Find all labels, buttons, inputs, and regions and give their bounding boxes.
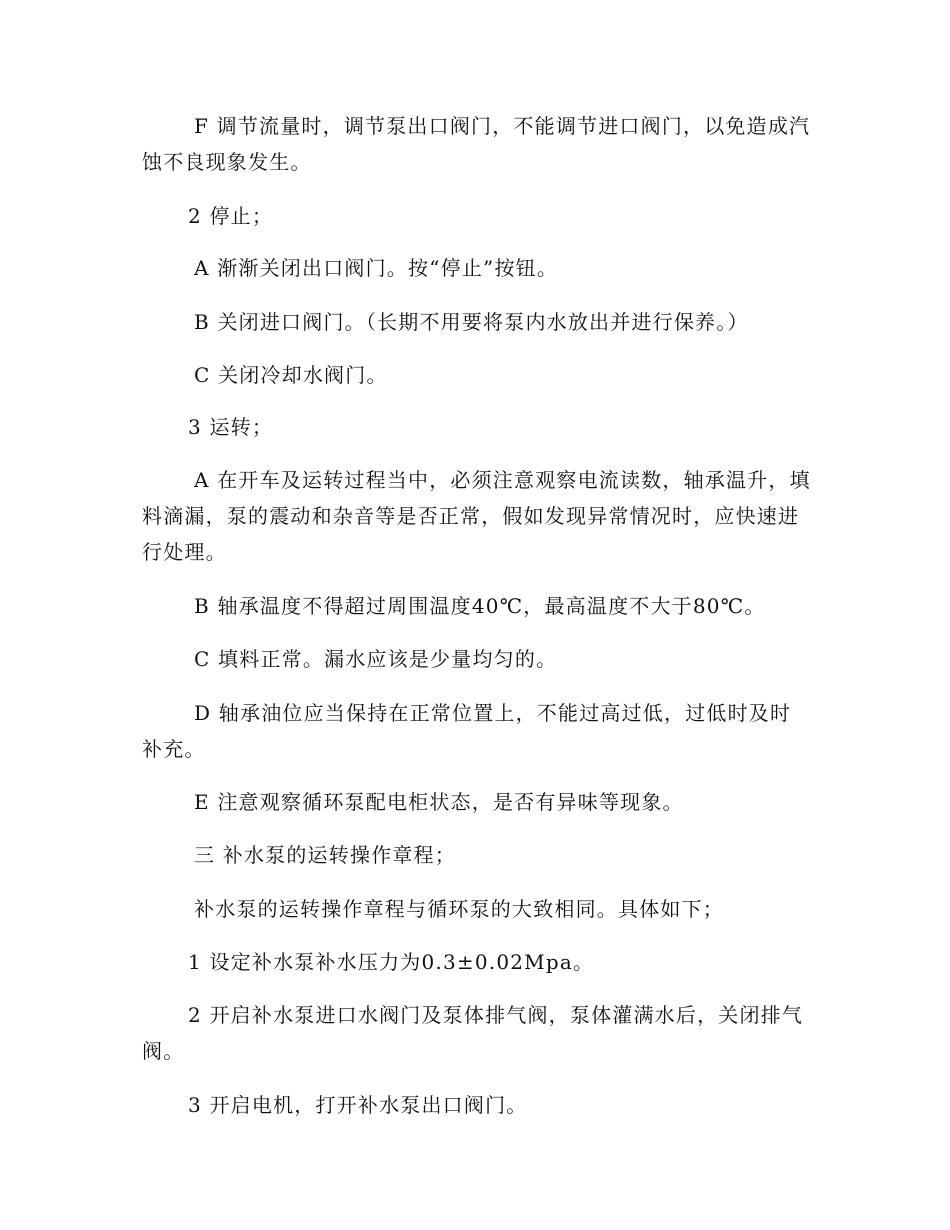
paragraph-stop-b: B 关闭进口阀门。（长期不用要将泵内水放出并进行保养。） [194,310,749,334]
paragraph-run-heading: 3 运转； [188,415,274,439]
paragraph-run-e: E 注意观察循环泵配电柜状态，是否有异味等现象。 [194,790,684,814]
paragraph-stop-a: A 渐渐关闭出口阀门。按“停止”按钮。 [194,256,559,280]
paragraph-stop-heading: 2 停止； [188,204,274,228]
paragraph-flow-adjust: F 调节流量时，调节泵出口阀门，不能调节进口阀门，以免造成汽蚀不良现象发生。 [142,114,811,174]
paragraph-run-c: C 填料正常。漏水应该是少量均匀的。 [194,647,558,671]
paragraph-run-b: B 轴承温度不得超过周围温度40℃，最高温度不大于80℃。 [194,594,766,618]
paragraph-makeup-step-3: 3 开启电机，打开补水泵出口阀门。 [188,1093,528,1117]
paragraph-makeup-intro: 补水泵的运转操作章程与循环泵的大致相同。具体如下； [194,897,724,921]
paragraph-run-d: D 轴承油位应当保持在正常位置上，不能过高过低，过低时及时补充。 [142,701,792,761]
paragraph-makeup-step-1: 1 设定补水泵补水压力为0.3±0.02Mpa。 [188,950,595,974]
paragraph-makeup-step-2: 2 开启补水泵进口水阀门及泵体排气阀，泵体灌满水后，关闭排气阀。 [142,1003,804,1063]
paragraph-stop-c: C 关闭冷却水阀门。 [194,363,388,387]
paragraph-run-a: A 在开车及运转过程当中，必须注意观察电流读数，轴承温升，填料滴漏，泵的震动和杂音等是否正常，假如发现异常情况时，应快速进行处理。 [142,468,811,564]
section-heading-makeup-pump: 三 补水泵的运转操作章程； [194,843,456,867]
